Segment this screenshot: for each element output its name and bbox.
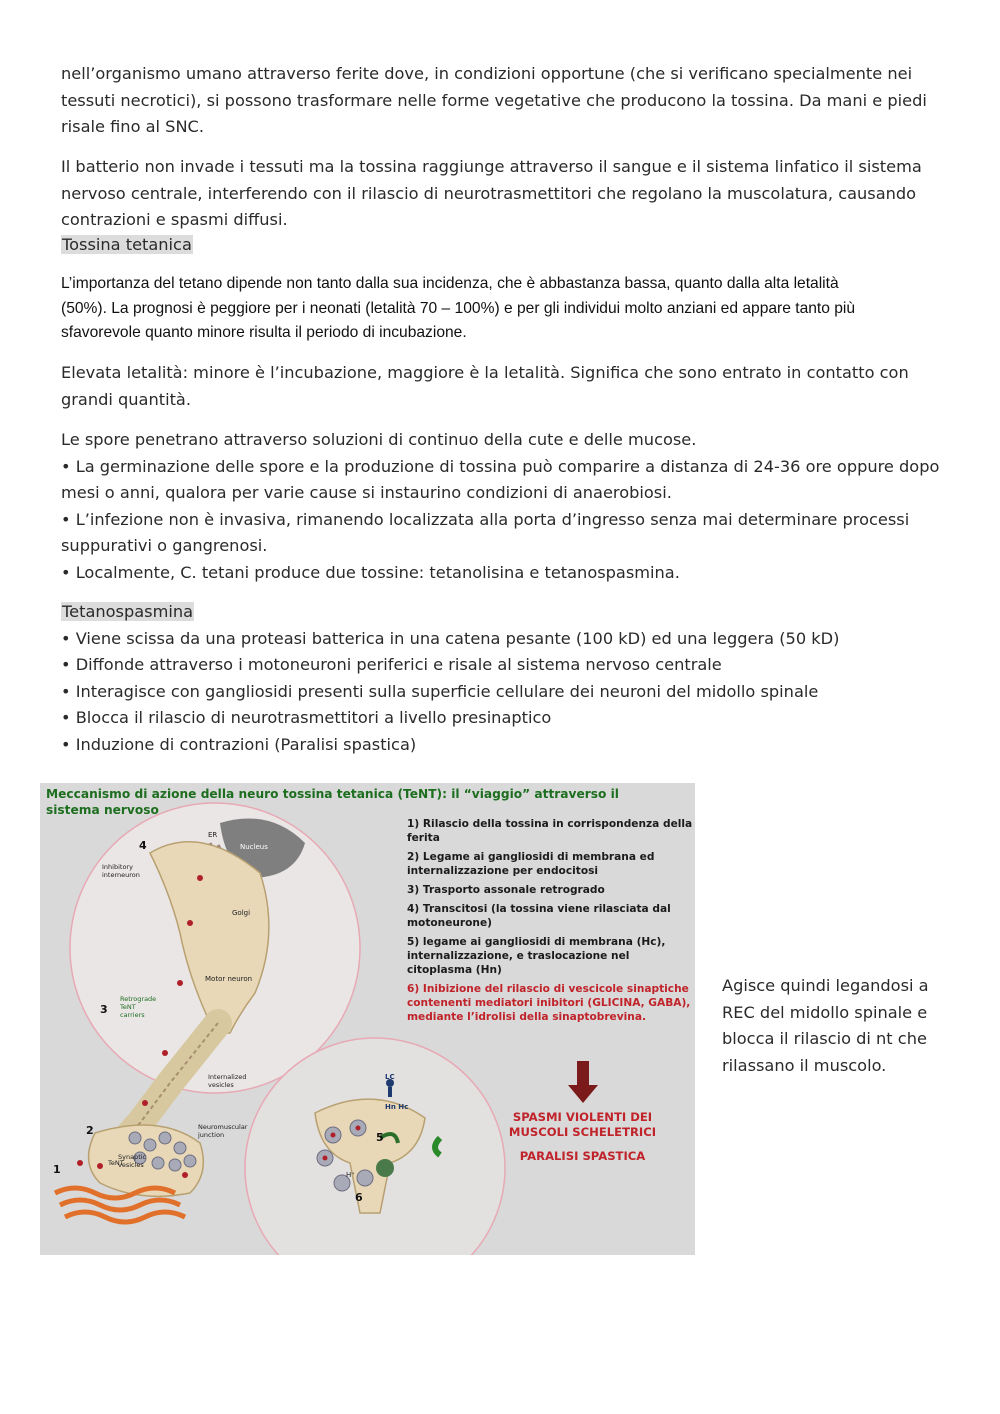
figure-number-3: 3 — [100, 1003, 108, 1016]
side-note-line: blocca il rilascio di nt che — [722, 1029, 927, 1048]
heading-text: Tetanospasmina — [62, 602, 194, 621]
list-item: • Viene scissa da una proteasi batterica in una catena pesante (100 kD) ed una leggera (50 kD) — [61, 628, 840, 648]
paragraph-4 — [61, 360, 941, 413]
label-motor-neuron: Motor neuron — [205, 975, 253, 983]
label-lc: LC — [385, 1073, 395, 1081]
list-item: • Diffonde attraverso i motoneuroni periferici e risale al sistema nervoso centrale — [61, 655, 722, 674]
text-line: Il batterio non invade i tessuti ma la tossina raggiunge attraverso il sangue e il sistema linfatico il sistema — [61, 157, 922, 176]
text-line: sfavorevole quanto minore risulta il periodo di incubazione. — [61, 324, 467, 341]
figure-number-1: 1 — [53, 1163, 61, 1176]
text-line: L’importanza del tetano dipende non tanto dalla sua incidenza, che è abbastanza bassa, quanto dalla alta letalità — [61, 275, 839, 292]
list-item: • Localmente, C. tetani produce due tossine: tetanolisina e tetanospasmina. — [61, 562, 680, 582]
step-1: 1) Rilascio della tossina in corrispondenza della ferita — [407, 818, 693, 844]
list-item: • L’infezione non è invasiva, rimanendo localizzata alla porta d’ingresso senza mai determinare processi — [61, 509, 910, 529]
label-neuromuscular-junction: Neuromuscular junction — [198, 1123, 248, 1139]
text-line: Le spore penetrano attraverso soluzioni di continuo della cute e delle mucose. — [61, 430, 697, 449]
label-internalized-vesicles: Internalized vesicles — [208, 1073, 247, 1089]
paragraph-1 — [61, 61, 941, 141]
figure-title-line: sistema nervoso — [46, 803, 159, 817]
side-note-line: Agisce quindi legandosi a — [722, 976, 929, 995]
step-6: 6) Inibizione del rilascio di vescicole sinaptiche contenenti mediatori inibitori (GLICINA, GABA), mediante l’idrolisi della sinaptobrevina. — [407, 983, 691, 1023]
label-inhibitory-interneuron: Inhibitory interneuron — [102, 863, 140, 879]
side-note-line: REC del midollo spinale e — [722, 1002, 928, 1022]
text-line: nervoso centrale, interferendo con il rilascio di neurotrasmettitori che regolano la muscolatura, causando — [61, 183, 917, 203]
label-hn-hc: Hn Hc — [385, 1103, 409, 1111]
text-line: tessuti necrotici), si possono trasformare nelle forme vegetative che producono la tossina. Da mani e piedi — [61, 90, 927, 110]
step-2: 2) Legame ai gangliosidi di membrana ed internalizzazione per endocitosi — [407, 851, 655, 877]
figure-title — [46, 786, 686, 818]
text-line: grandi quantità. — [61, 389, 191, 409]
text-line: Elevata letalità: minore è l’incubazione, maggiore è la letalità. Significa che sono entrato in contatto con — [61, 363, 909, 382]
text-line: nell’organismo umano attraverso ferite dove, in condizioni opportune (che si verificano specialmente nei — [61, 64, 913, 83]
label-synaptic-vesicles: Synaptic vesicles — [118, 1153, 147, 1169]
paragraph-3 — [61, 272, 941, 346]
side-note — [722, 973, 952, 1079]
label-h-plus: H⁺ — [346, 1171, 355, 1179]
list-item: • La germinazione delle spore e la produzione di tossina può comparire a distanza di 24-36 ore oppure dopo — [61, 456, 940, 476]
label-tent: TeNT — [108, 1159, 124, 1167]
label-er: ER — [208, 831, 218, 839]
paragraph-2 — [61, 154, 941, 234]
paragraph-6 — [61, 599, 941, 758]
outcome-line: MUSCOLI SCHELETRICI — [508, 1125, 657, 1139]
down-arrow-icon — [577, 1061, 589, 1087]
outcome-spasmi — [480, 1110, 685, 1140]
tent-mechanism-figure — [40, 783, 695, 1255]
figure-title-line: Meccanismo di azione della neuro tossina tetanica (TeNT): il “viaggio” attraverso il — [46, 787, 619, 801]
figure-number-4: 4 — [139, 839, 147, 852]
list-item: • Interagisce con gangliosidi presenti sulla superficie cellulare dei neuroni del midollo spinale — [61, 681, 819, 701]
paragraph-5 — [61, 427, 941, 586]
heading-tossina-tetanica — [61, 234, 193, 256]
step-4: 4) Transcitosi (la tossina viene rilasciata dal motoneurone) — [407, 903, 671, 929]
label-golgi: Golgi — [232, 909, 251, 917]
list-item: • Induzione di contrazioni (Paralisi spastica) — [61, 734, 417, 754]
text-line: risale fino al SNC. — [61, 117, 205, 136]
text-line: (50%). La prognosi è peggiore per i neonati (letalità 70 – 100%) e per gli individui molto anziani ed appare tanto più — [61, 299, 856, 317]
outcome-line: PARALISI SPASTICA — [519, 1149, 646, 1163]
text-line: contrazioni e spasmi diffusi. — [61, 210, 288, 229]
step-5: 5) legame ai gangliosidi di membrana (Hc), internalizzazione, e traslocazione nel citoplasma (Hn) — [407, 936, 666, 976]
outcome-line: SPASMI VIOLENTI DEI — [512, 1110, 653, 1124]
figure-number-5: 5 — [376, 1131, 384, 1144]
outcome-paralisi — [480, 1149, 685, 1164]
step-3: 3) Trasporto assonale retrogrado — [407, 884, 605, 896]
heading-text: Tossina tetanica — [62, 235, 192, 254]
figure-number-2: 2 — [86, 1124, 94, 1137]
text-line: suppurativi o gangrenosi. — [61, 536, 268, 555]
text-line: mesi o anni, qualora per varie cause si instaurino condizioni di anaerobiosi. — [61, 483, 672, 502]
list-item: • Blocca il rilascio di neurotrasmettitori a livello presinaptico — [61, 708, 552, 727]
figure-number-6: 6 — [355, 1191, 363, 1204]
heading-tetanospasmina — [61, 599, 941, 626]
side-note-line: rilassano il muscolo. — [722, 1055, 887, 1075]
label-retrograde-carriers: Retrograde TeNT carriers — [120, 995, 157, 1019]
figure-steps — [407, 817, 693, 1029]
label-nucleus: Nucleus — [240, 843, 268, 851]
